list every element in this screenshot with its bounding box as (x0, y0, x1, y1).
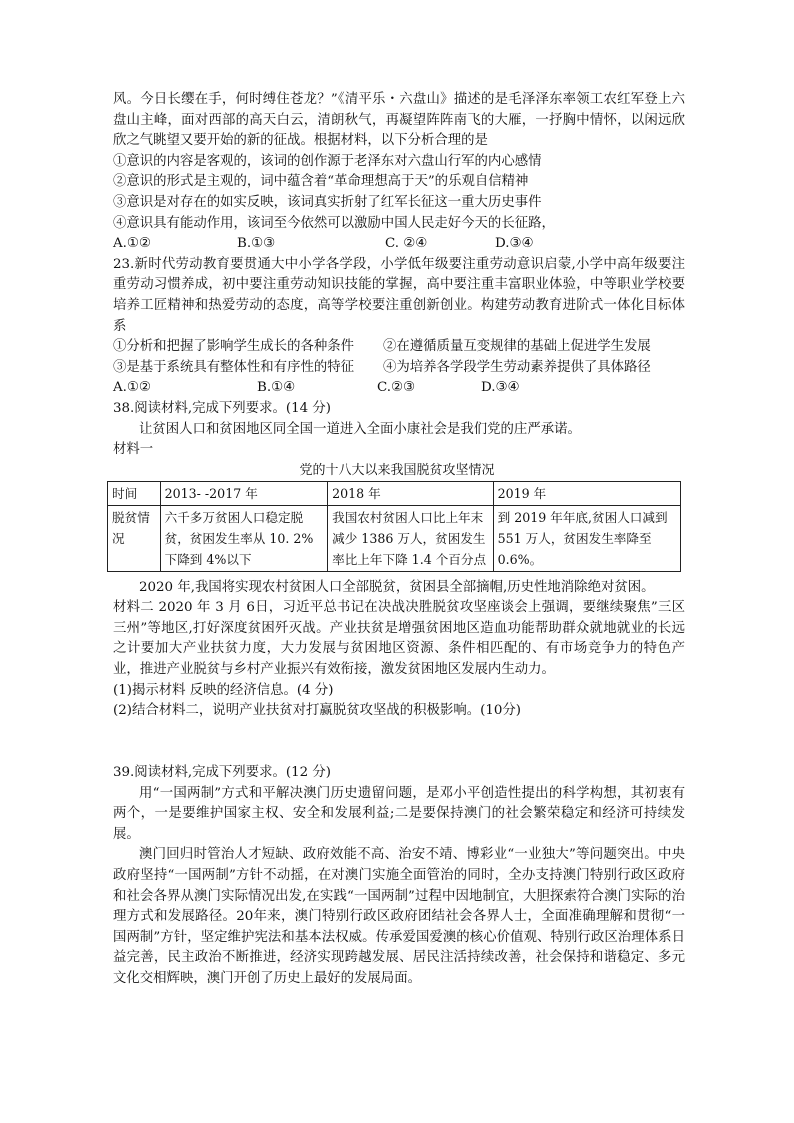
q22-option-d: D.③④ (495, 236, 534, 252)
q22-stem: 风。今日长缨在手，何时缚住苍龙？”《清平乐・六盘山》描述的是毛泽泽东率领工农红军登上六盘山主峰，面对西部的高天白云，清朗秋气，再凝望阵阵南飞的大雁，一抒胸中情怀，以闲远欣欣之气眺望又要开始的新的征战。根据材料，以下分析合理的是 (113, 92, 685, 149)
q23-option-c: C.②③ (377, 380, 416, 396)
q22-option-a: A.①② (113, 236, 151, 252)
q23-item-3: ③是基于系统具有整体性和有序性的特征 (113, 359, 355, 375)
table-header-cell: 2018 年 (328, 481, 493, 505)
table-cell: 我国农村贫困人口比上年末减少 1386 万人，贫困发生率比上年下降 1.4 个百分点 (328, 505, 493, 571)
q22-item-4: ④意识具有能动作用，该词至今依然可以激励中国人民走好今天的长征路， (113, 215, 555, 231)
q22-item-3: ③意识是对存在的如实反映，该词真实折射了红军长征这一重大历史事件 (113, 194, 542, 210)
q23-option-b: B.①④ (257, 380, 296, 396)
q23-option-a: A.①② (113, 380, 151, 396)
material-1-label: 材料一 (113, 442, 154, 458)
table-cell: 到 2019 年年底,贫困人口减到 551 万人，贫困发生率降至 0.6%。 (493, 505, 680, 571)
q23-item-2: ②在遵循质量互变规律的基础上促进学生发展 (383, 339, 651, 355)
table-row-label: 脱贫情况 (108, 505, 161, 571)
q38-after-table: 2020 年,我国将实现农村贫困人口全部脱贫，贫困县全部摘帽,历史性地消除绝对贫困。 (139, 579, 655, 595)
table-caption: 党的十八大以来我国脱贫攻坚情况 (299, 462, 495, 478)
q38-requirement-1: (1)揭示材料 反映的经济信息。(4 分) (113, 682, 334, 698)
q39-title: 39.阅读材料,完成下列要求。(12 分) (113, 765, 331, 781)
q38-title: 38.阅读材料,完成下列要求。(14 分) (113, 400, 331, 416)
q22-item-2: ②意识的形式是主观的，词中蕴含着“革命理想高于天”的乐观自信精神 (113, 174, 529, 190)
q23-item-1: ①分析和把握了影响学生成长的各种条件 (113, 339, 355, 355)
q23-options (113, 378, 685, 399)
poverty-table (107, 481, 681, 572)
material-2: 材料二 2020 年 3 月 6日，习近平总书记在决战决胜脱贫攻坚座谈会上强调，要继续聚焦”三区三州”等地区,打好深度贫困歼灭战。产业扶贫是增强贫困地区造血功能帮助群众就地就业的长远之计要加大产业扶贫力度，大力发展与贫困地区资源、条件相匹配的、有市场竞争力的特色产业，推进产业脱贫与乡村产业振兴有效衔接，激发贫困地区发展内生动力。 (113, 600, 685, 678)
q39-paragraph-1: 用“一国两制”方式和平解决澳门历史遗留问题，是邓小平创造性提出的科学构想，其初衷有两个，一是要维护国家主权、安全和发展利益;二是要保持澳门的社会繁荣稳定和经济可持续发展。 (113, 785, 685, 842)
q23-option-d: D.③④ (481, 380, 520, 396)
q38-requirement-2: (2)结合材料二，说明产业扶贫对打赢脱贫攻坚战的积极影响。(10分) (113, 703, 522, 719)
q39-paragraph-2: 澳门回归时管治人才短缺、政府效能不高、治安不靖、博彩业“一业独大”等问题突出。中央政府坚持“一国两制”方针不动摇，在对澳门实施全面管治的同时，全办支持澳门特别行政区政府和社会各界从澳门实际情况出发,在实践“一国两制”过程中因地制宜，大胆探索符合澳门实际的治理方式和发展路径。20年来，澳门特别行政区政府团结社会各界人士，全面准确理解和贯彻“一国两制”方针，坚定维护宪法和基本法权威。传承爱国爱澳的核心价值观、特别行政区治理体系日益完善，民主政治不断推进，经济实现跨越发展、居民注活持续改善，社会保持和谐稳定、多元文化交相辉映，澳门开创了历史上最好的发展局面。 (113, 847, 685, 986)
table-cell: 六千多万贫困人口稳定脱贫，贫困发生率从 10. 2%下降到 4%以下 (160, 505, 328, 571)
q22-option-c: C. ②④ (385, 236, 428, 252)
q22-options (113, 234, 685, 255)
table-header-row (108, 481, 681, 505)
table-header-cell: 时间 (108, 481, 161, 505)
table-header-cell: 2019 年 (493, 481, 680, 505)
q23-item-4: ④为培养各学段学生劳动素养提供了具体路径 (383, 359, 651, 375)
q23-items-row-2 (113, 358, 685, 379)
q22-item-1: ①意识的内容是客观的，该词的创作源于老泽东对六盘山行军的内心感情 (113, 153, 542, 169)
exam-page (113, 90, 685, 990)
table-row (108, 505, 681, 571)
q22-option-b: B.①③ (237, 236, 276, 252)
q23-items-row-1 (113, 337, 685, 358)
q23-stem: 23.新时代劳动教育要贯通大中小学各学段，小学低年级要注重劳动意识启蒙,小学中高年级要注重劳动习惯养成，初中要注重劳动知识技能的掌握，高中要注重丰富职业体验，中等职业学校要培养工匠精神和热爱劳动的态度，高等学校要注重创新创业。构建劳动教育进阶式一体化目标体系 (113, 256, 685, 334)
q38-intro: 让贫困人口和贫困地区同全国一道进入全面小康社会是我们党的庄严承诺。 (139, 421, 581, 437)
table-header-cell: 2013- -2017 年 (160, 481, 328, 505)
